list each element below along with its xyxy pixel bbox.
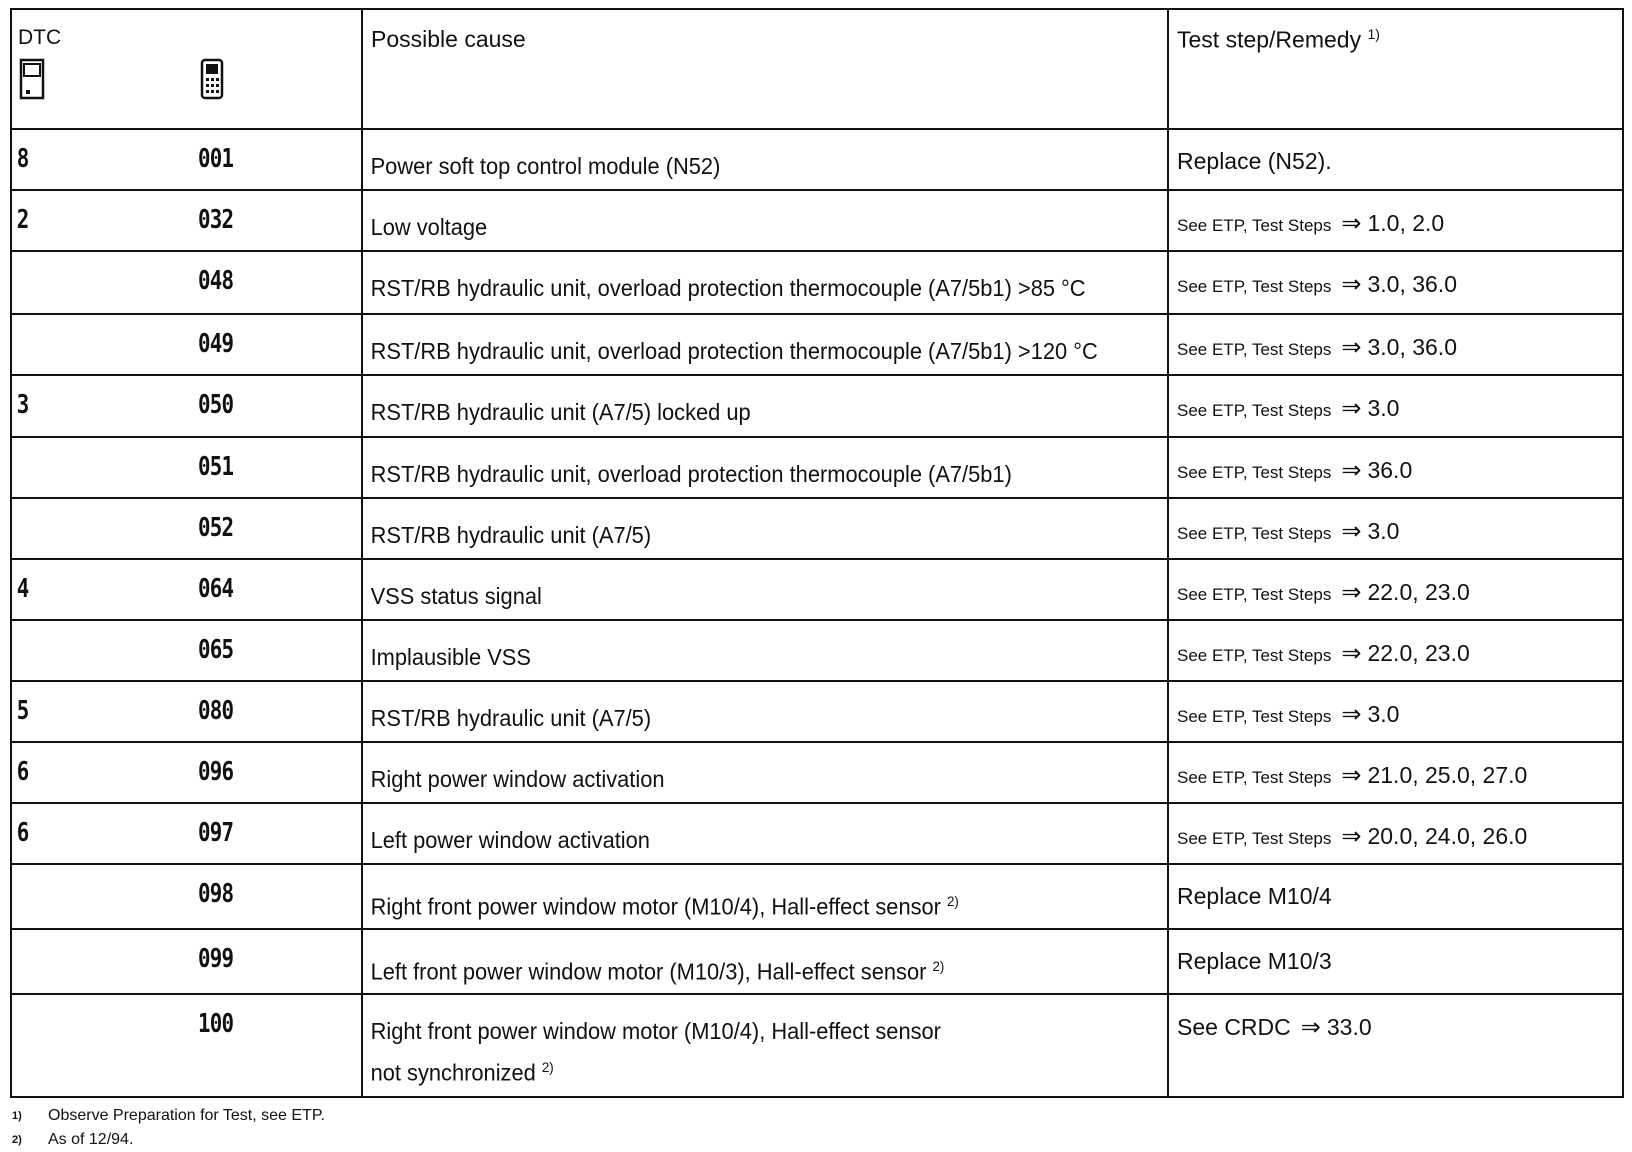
cause-cell (362, 251, 1168, 314)
cause-footnote-ref: 2) (947, 893, 959, 910)
code-cell (11, 129, 362, 190)
cause-header: Possible cause (371, 26, 526, 52)
arrow-icon: ⇒ (1341, 823, 1362, 851)
cause-text: Left power window activation (370, 827, 650, 854)
cause-cell (362, 559, 1168, 620)
remedy-value: 33.0 (1326, 1013, 1372, 1040)
dtc-code-primary: 5 (16, 695, 29, 726)
code-cell (11, 314, 362, 375)
readout-unit-icon (18, 56, 48, 102)
remedy-cell (1168, 864, 1623, 929)
table-row (11, 437, 1623, 498)
dtc-code-primary (12, 499, 161, 513)
arrow-icon: ⇒ (1341, 210, 1362, 238)
code-cell (11, 498, 362, 559)
code-cell (11, 190, 362, 251)
cause-cell (362, 190, 1168, 251)
dtc-code-primary (12, 315, 161, 329)
cause-text: VSS status signal (370, 582, 542, 609)
cause-text: RST/RB hydraulic unit, overload protection thermocouple (A7/5b1) >85 °C (370, 275, 1086, 302)
remedy-cell (1168, 498, 1623, 559)
cause-cell (362, 620, 1168, 681)
code-cell (11, 994, 362, 1097)
cause-cell (362, 929, 1168, 994)
code-cell (11, 375, 362, 436)
dtc-code-primary (12, 252, 161, 266)
table-row (11, 559, 1623, 620)
cause-cell (362, 498, 1168, 559)
table-row (11, 803, 1623, 864)
remedy-prefix: See ETP, Test Steps (1177, 523, 1332, 543)
remedy-prefix: See CRDC (1177, 1013, 1291, 1040)
dtc-code-secondary: 064 (198, 573, 234, 604)
remedy-cell (1168, 251, 1623, 314)
dtc-code-secondary: 099 (198, 944, 234, 975)
dtc-code-primary (12, 621, 161, 635)
arrow-icon: ⇒ (1341, 456, 1362, 484)
dtc-code-secondary: 096 (198, 756, 234, 787)
cause-text: RST/RB hydraulic unit (A7/5) (370, 704, 652, 731)
cause-text: RST/RB hydraulic unit (A7/5) locked up (370, 399, 751, 426)
footnote-mark: 2) (12, 1134, 22, 1146)
table-row (11, 994, 1623, 1097)
table-row (11, 498, 1623, 559)
remedy-cell (1168, 803, 1623, 864)
cause-cell (362, 742, 1168, 803)
cause-text: RST/RB hydraulic unit (A7/5) (370, 521, 652, 548)
dtc-code-primary (12, 930, 161, 944)
dtc-code-secondary: 100 (198, 1008, 234, 1039)
dtc-code-secondary: 032 (198, 205, 234, 236)
remedy-value: 3.0, 36.0 (1367, 334, 1457, 361)
dtc-code-primary (12, 865, 161, 879)
remedy-value: 36.0 (1367, 456, 1413, 483)
dtc-header-cell (11, 9, 362, 129)
footnote-text: As of 12/94. (48, 1131, 134, 1148)
remedy-prefix: See ETP, Test Steps (1177, 645, 1332, 665)
dtc-code-secondary: 001 (198, 144, 234, 175)
cause-text: Right front power window motor (M10/4), Hall-effect sensor (370, 893, 941, 920)
remedy-prefix: See ETP, Test Steps (1177, 584, 1332, 604)
dtc-code-primary: 6 (16, 756, 29, 787)
dtc-code-secondary: 051 (198, 451, 234, 482)
remedy-value: 20.0, 24.0, 26.0 (1367, 823, 1528, 850)
table-row (11, 190, 1623, 251)
remedy-value: 21.0, 25.0, 27.0 (1367, 761, 1528, 788)
cause-text: RST/RB hydraulic unit, overload protection thermocouple (A7/5b1) (370, 460, 1012, 487)
cause-cell (362, 437, 1168, 498)
cause-text: RST/RB hydraulic unit, overload protection thermocouple (A7/5b1) >120 °C (370, 338, 1098, 365)
remedy-value: 3.0, 36.0 (1367, 271, 1457, 298)
remedy-cell (1168, 559, 1623, 620)
dtc-code-secondary: 097 (198, 818, 234, 849)
remedy-prefix: See ETP, Test Steps (1177, 462, 1332, 482)
table-row (11, 681, 1623, 742)
code-cell (11, 864, 362, 929)
remedy-value: 1.0, 2.0 (1367, 210, 1445, 237)
code-cell (11, 251, 362, 314)
dtc-code-secondary: 050 (198, 390, 234, 421)
remedy-prefix: See ETP, Test Steps (1177, 401, 1332, 421)
remedy-cell (1168, 437, 1623, 498)
cause-cell (362, 681, 1168, 742)
remedy-value: 22.0, 23.0 (1367, 578, 1470, 605)
cause-cell (362, 375, 1168, 436)
remedy-header: Test step/Remedy (1177, 26, 1362, 53)
cause-cell (362, 314, 1168, 375)
dtc-code-primary: 6 (16, 818, 29, 849)
header-row (11, 9, 1623, 129)
table-row (11, 129, 1623, 190)
dtc-label: DTC (18, 26, 62, 49)
table-row (11, 929, 1623, 994)
dtc-code-secondary: 065 (198, 634, 234, 665)
remedy-value: Replace (N52). (1177, 148, 1332, 175)
remedy-header-note: 1) (1367, 26, 1380, 42)
remedy-cell (1168, 929, 1623, 994)
arrow-icon: ⇒ (1300, 1013, 1321, 1041)
remedy-prefix: See ETP, Test Steps (1177, 277, 1332, 297)
table-row (11, 314, 1623, 375)
remedy-cell (1168, 190, 1623, 251)
remedy-cell (1168, 681, 1623, 742)
dtc-code-secondary: 049 (198, 329, 234, 360)
arrow-icon: ⇒ (1341, 578, 1362, 606)
remedy-cell (1168, 742, 1623, 803)
remedy-header-cell (1168, 9, 1623, 129)
dtc-code-primary: 3 (16, 390, 29, 421)
cause-cell (362, 864, 1168, 929)
arrow-icon: ⇒ (1341, 761, 1362, 789)
remedy-value: Replace M10/3 (1177, 948, 1332, 975)
footnote (12, 1104, 325, 1128)
code-cell (11, 681, 362, 742)
remedy-value: 22.0, 23.0 (1367, 639, 1470, 666)
remedy-prefix: See ETP, Test Steps (1177, 706, 1332, 726)
cause-text: Left front power window motor (M10/3), Hall-effect sensor (370, 958, 927, 985)
code-cell (11, 742, 362, 803)
remedy-cell (1168, 129, 1623, 190)
cause-cell (362, 994, 1168, 1097)
cause-text: Power soft top control module (N52) (370, 153, 721, 180)
dtc-code-secondary: 052 (198, 512, 234, 543)
cause-footnote-ref: 2) (932, 958, 945, 975)
cause-text: Low voltage (370, 214, 488, 241)
dtc-code-primary: 2 (16, 205, 29, 236)
dtc-code-primary (12, 438, 161, 452)
cause-text: Right power window activation (370, 765, 665, 792)
code-cell (11, 803, 362, 864)
code-cell (11, 929, 362, 994)
remedy-prefix: See ETP, Test Steps (1177, 767, 1332, 787)
arrow-icon: ⇒ (1341, 271, 1362, 299)
cause-header-cell (362, 9, 1168, 129)
code-cell (11, 620, 362, 681)
remedy-cell (1168, 375, 1623, 436)
code-cell (11, 437, 362, 498)
remedy-cell (1168, 314, 1623, 375)
cause-cell (362, 803, 1168, 864)
remedy-value: Replace M10/4 (1177, 883, 1332, 910)
cause-cell (362, 129, 1168, 190)
arrow-icon: ⇒ (1341, 334, 1362, 362)
remedy-cell (1168, 994, 1623, 1097)
remedy-value: 3.0 (1367, 395, 1400, 422)
footnote-text: Observe Preparation for Test, see ETP. (48, 1107, 325, 1124)
dtc-table (10, 8, 1624, 1098)
remedy-cell (1168, 620, 1623, 681)
handheld-tester-icon (198, 56, 228, 102)
arrow-icon: ⇒ (1341, 700, 1362, 728)
table-row (11, 375, 1623, 436)
table-row (11, 864, 1623, 929)
arrow-icon: ⇒ (1341, 639, 1362, 667)
table-row (11, 742, 1623, 803)
arrow-icon: ⇒ (1341, 517, 1362, 545)
dtc-code-secondary: 048 (198, 266, 234, 297)
dtc-code-primary: 4 (16, 573, 29, 604)
footnote-mark: 1) (12, 1110, 22, 1122)
remedy-prefix: See ETP, Test Steps (1177, 829, 1332, 849)
cause-text: Right front power window motor (M10/4), Hall-effect sensor not synchronized (370, 1017, 941, 1086)
table-row (11, 251, 1623, 314)
footnotes (12, 1104, 325, 1152)
table-row (11, 620, 1623, 681)
code-cell (11, 559, 362, 620)
remedy-value: 3.0 (1367, 517, 1400, 544)
remedy-value: 3.0 (1367, 700, 1400, 727)
dtc-code-primary: 8 (16, 144, 29, 175)
remedy-prefix: See ETP, Test Steps (1177, 216, 1332, 236)
cause-text: Implausible VSS (370, 643, 531, 670)
cause-footnote-ref: 2) (541, 1058, 554, 1075)
dtc-code-secondary: 098 (198, 879, 234, 910)
arrow-icon: ⇒ (1341, 395, 1362, 423)
remedy-prefix: See ETP, Test Steps (1177, 340, 1332, 360)
dtc-code-primary (12, 995, 161, 1009)
dtc-code-secondary: 080 (198, 695, 234, 726)
footnote (12, 1128, 325, 1152)
